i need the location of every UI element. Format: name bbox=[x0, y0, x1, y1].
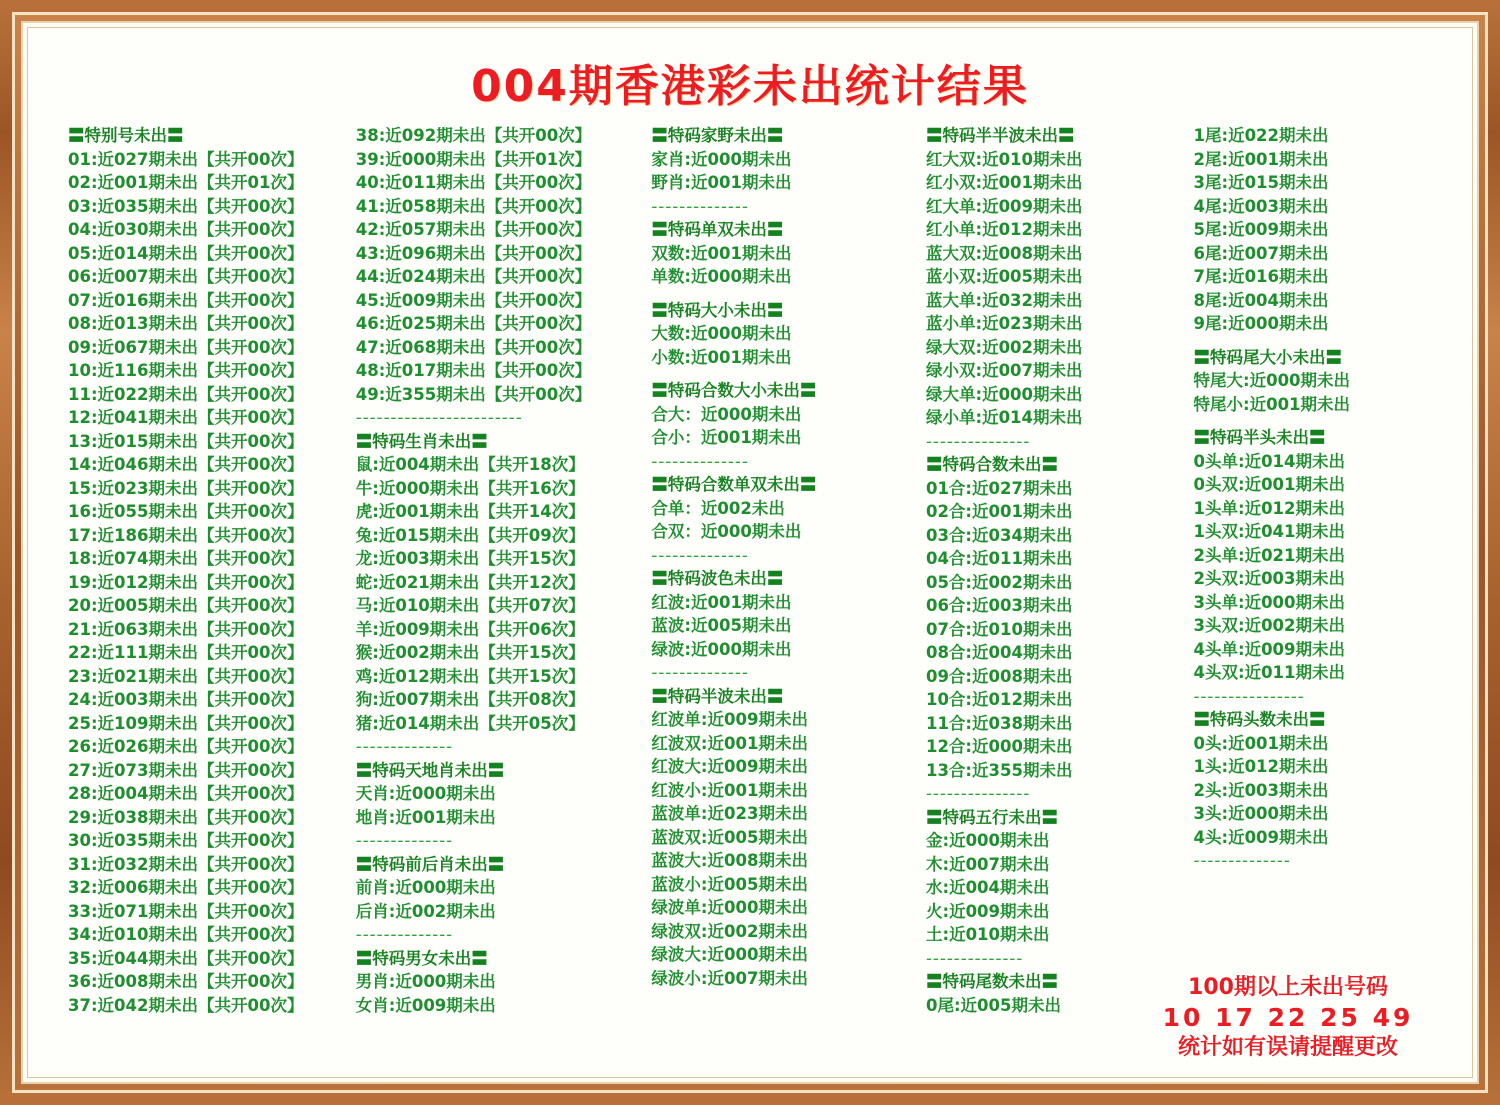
stat-line: 绿波:近000期未出 bbox=[651, 639, 792, 659]
stat-line: 07:近016期未出【共开00次】 bbox=[68, 290, 304, 310]
stat-line: 07合:近010期未出 bbox=[925, 619, 1073, 639]
stat-line: 26:近026期未出【共开00次】 bbox=[68, 737, 304, 756]
stat-line: 28:近004期未出【共开00次】 bbox=[68, 784, 304, 803]
stat-line: 0尾:近005期未出 bbox=[925, 995, 1061, 1015]
section-heading: 〓特码家野未出〓 bbox=[651, 126, 784, 145]
stat-line: 蓝大双:近008期未出 bbox=[925, 243, 1083, 263]
stat-line: 女肖:近009期未出 bbox=[355, 995, 496, 1015]
stat-line: 特尾小:近001期未出 bbox=[1193, 394, 1351, 414]
stat-line: 蓝小单:近023期未出 bbox=[925, 314, 1083, 333]
section-heading: 〓特码单双未出〓 bbox=[651, 220, 784, 239]
stat-line: 木:近007期未出 bbox=[925, 854, 1050, 874]
stat-line: 绿波双:近002期未出 bbox=[651, 921, 808, 941]
stat-line: 蓝波双:近005期未出 bbox=[651, 827, 808, 847]
stat-line: 08:近013期未出【共开00次】 bbox=[68, 314, 304, 333]
stat-line: 23:近021期未出【共开00次】 bbox=[68, 666, 304, 686]
stat-line: 12合:近000期未出 bbox=[925, 737, 1073, 756]
stat-line: 红小双:近001期未出 bbox=[925, 173, 1083, 192]
stat-line: 20:近005期未出【共开00次】 bbox=[68, 596, 304, 615]
stat-line: 虎:近001期未出【共开14次】 bbox=[355, 502, 585, 521]
stat-line: 绿波大:近000期未出 bbox=[651, 945, 808, 964]
section-heading: 〓特码前后肖未出〓 bbox=[355, 854, 505, 874]
stat-line: 22:近111期未出【共开00次】 bbox=[68, 643, 304, 662]
stat-line: 03:近035期未出【共开00次】 bbox=[68, 196, 304, 216]
stat-line: 4头单:近009期未出 bbox=[1193, 639, 1346, 659]
stat-line: 地肖:近001期未出 bbox=[355, 807, 496, 827]
stat-line: 后肖:近002期未出 bbox=[355, 901, 496, 921]
stat-line: 8尾:近004期未出 bbox=[1193, 290, 1329, 310]
stat-line: 绿小双:近007期未出 bbox=[925, 361, 1083, 380]
stat-line: 05合:近002期未出 bbox=[925, 572, 1073, 592]
stat-line: 天肖:近000期未出 bbox=[355, 784, 496, 803]
stat-line: 49:近355期未出【共开00次】 bbox=[355, 384, 592, 404]
stat-line: 3头双:近002期未出 bbox=[1193, 616, 1346, 635]
stat-line: 鸡:近012期未出【共开15次】 bbox=[355, 666, 585, 686]
stat-line: 0头单:近014期未出 bbox=[1193, 451, 1346, 471]
footer-missing-numbers: 10 17 22 25 49 bbox=[1162, 1003, 1414, 1032]
divider: -------------- bbox=[1193, 851, 1291, 870]
stat-line: 39:近000期未出【共开01次】 bbox=[355, 149, 592, 169]
divider: -------------- bbox=[651, 451, 749, 471]
stat-line: 合双：近000期未出 bbox=[651, 522, 802, 541]
section-heading: 〓特码尾数未出〓 bbox=[925, 972, 1058, 991]
stat-line: 1头:近012期未出 bbox=[1193, 757, 1329, 776]
section-heading: 〓特码生肖未出〓 bbox=[355, 431, 488, 451]
stat-line: 绿大单:近000期未出 bbox=[925, 384, 1083, 404]
stat-line: 野肖:近001期未出 bbox=[651, 173, 792, 192]
stat-line: 蛇:近021期未出【共开12次】 bbox=[355, 572, 585, 592]
stat-line: 48:近017期未出【共开00次】 bbox=[355, 361, 592, 380]
stat-line: 06:近007期未出【共开00次】 bbox=[68, 267, 304, 286]
stat-line: 13合:近355期未出 bbox=[925, 760, 1073, 780]
stat-line: 7尾:近016期未出 bbox=[1193, 267, 1329, 286]
stat-line: 02:近001期未出【共开01次】 bbox=[68, 173, 304, 192]
stat-line: 18:近074期未出【共开00次】 bbox=[68, 549, 304, 568]
section-heading: 〓特码波色未出〓 bbox=[651, 569, 784, 588]
divider: ------------------------ bbox=[355, 408, 523, 427]
stat-line: 1头双:近041期未出 bbox=[1193, 522, 1346, 541]
stat-line: 特尾大:近000期未出 bbox=[1193, 371, 1351, 390]
stat-line: 45:近009期未出【共开00次】 bbox=[355, 290, 592, 310]
footer-line-1: 100期以上未出号码 bbox=[1188, 975, 1388, 1000]
stat-line: 06合:近003期未出 bbox=[925, 596, 1073, 615]
stat-line: 34:近010期未出【共开00次】 bbox=[68, 925, 304, 944]
stat-line: 33:近071期未出【共开00次】 bbox=[68, 901, 304, 921]
stat-line: 15:近023期未出【共开00次】 bbox=[68, 478, 304, 498]
stat-line: 1尾:近022期未出 bbox=[1193, 126, 1329, 145]
stat-line: 男肖:近000期未出 bbox=[355, 972, 496, 991]
stat-line: 火:近009期未出 bbox=[925, 901, 1050, 921]
stat-line: 1头单:近012期未出 bbox=[1193, 498, 1346, 518]
stat-line: 25:近109期未出【共开00次】 bbox=[68, 713, 304, 733]
stat-line: 绿波单:近000期未出 bbox=[651, 898, 808, 917]
spacer bbox=[651, 369, 920, 379]
stat-line: 5尾:近009期未出 bbox=[1193, 220, 1329, 239]
stat-line: 龙:近003期未出【共开15次】 bbox=[355, 549, 585, 568]
stat-line: 土:近010期未出 bbox=[925, 925, 1050, 944]
stat-line: 马:近010期未出【共开07次】 bbox=[355, 596, 585, 615]
stat-line: 9尾:近000期未出 bbox=[1193, 314, 1329, 333]
stat-line: 27:近073期未出【共开00次】 bbox=[68, 760, 304, 780]
stat-line: 32:近006期未出【共开00次】 bbox=[68, 878, 304, 897]
stat-line: 24:近003期未出【共开00次】 bbox=[68, 690, 304, 709]
stat-line: 3尾:近015期未出 bbox=[1193, 173, 1329, 192]
stat-line: 红波:近001期未出 bbox=[651, 592, 792, 612]
section-heading: 〓特码天地肖未出〓 bbox=[355, 760, 505, 780]
stat-line: 0头:近001期未出 bbox=[1193, 733, 1329, 753]
stat-line: 40:近011期未出【共开00次】 bbox=[355, 173, 592, 192]
stat-line: 46:近025期未出【共开00次】 bbox=[355, 314, 592, 333]
section-heading: 〓特码五行未出〓 bbox=[925, 807, 1058, 827]
stat-line: 30:近035期未出【共开00次】 bbox=[68, 831, 304, 850]
stat-line: 红大双:近010期未出 bbox=[925, 149, 1083, 169]
stat-line: 蓝波单:近023期未出 bbox=[651, 804, 808, 823]
stat-line: 11:近022期未出【共开00次】 bbox=[68, 384, 304, 404]
stat-line: 04:近030期未出【共开00次】 bbox=[68, 220, 304, 239]
frame-inner bbox=[21, 21, 1479, 1084]
stat-line: 鼠:近004期未出【共开18次】 bbox=[355, 455, 585, 474]
stat-line: 3头:近000期未出 bbox=[1193, 804, 1329, 823]
divider: -------------- bbox=[651, 196, 749, 216]
stat-line: 05:近014期未出【共开00次】 bbox=[68, 243, 304, 263]
stat-line: 蓝波:近005期未出 bbox=[651, 616, 792, 635]
divider: --------------- bbox=[925, 431, 1031, 451]
frame-outer bbox=[12, 12, 1488, 1093]
stat-line: 2头双:近003期未出 bbox=[1193, 569, 1346, 588]
spacer bbox=[651, 289, 920, 299]
column-special-numbers bbox=[46, 124, 356, 1017]
divider: -------------- bbox=[355, 831, 454, 850]
divider: --------------- bbox=[925, 784, 1031, 803]
stats-columns bbox=[28, 124, 1472, 1017]
stat-line: 2头单:近021期未出 bbox=[1193, 545, 1346, 565]
section-heading: 〓特码头数未出〓 bbox=[1193, 710, 1326, 729]
stat-line: 红小单:近012期未出 bbox=[925, 220, 1083, 239]
stat-line: 红波小:近001期未出 bbox=[651, 780, 808, 800]
stat-line: 4头:近009期未出 bbox=[1193, 827, 1329, 847]
stat-line: 合单：近002未出 bbox=[651, 498, 785, 518]
section-heading: 〓特码合数大小未出〓 bbox=[651, 381, 817, 400]
divider: -------------- bbox=[651, 663, 749, 682]
stat-line: 羊:近009期未出【共开06次】 bbox=[355, 619, 585, 639]
stat-line: 6尾:近007期未出 bbox=[1193, 243, 1329, 263]
section-heading: 〓特码合数单双未出〓 bbox=[651, 475, 817, 494]
stat-line: 10合:近012期未出 bbox=[925, 690, 1073, 709]
stat-line: 10:近116期未出【共开00次】 bbox=[68, 361, 304, 380]
stat-line: 水:近004期未出 bbox=[925, 878, 1050, 897]
stat-line: 43:近096期未出【共开00次】 bbox=[355, 243, 592, 263]
stat-line: 蓝大单:近032期未出 bbox=[925, 290, 1083, 310]
stat-line: 双数:近001期未出 bbox=[651, 243, 792, 263]
stat-line: 家肖:近000期未出 bbox=[651, 149, 792, 169]
stat-line: 大数:近000期未出 bbox=[651, 324, 792, 343]
stat-line: 4头双:近011期未出 bbox=[1193, 663, 1346, 682]
stat-line: 14:近046期未出【共开00次】 bbox=[68, 455, 304, 474]
stat-line: 41:近058期未出【共开00次】 bbox=[355, 196, 592, 216]
divider: -------------- bbox=[925, 948, 1024, 968]
stat-line: 37:近042期未出【共开00次】 bbox=[68, 995, 304, 1015]
stat-line: 29:近038期未出【共开00次】 bbox=[68, 807, 304, 827]
stat-line: 2尾:近001期未出 bbox=[1193, 149, 1329, 169]
stat-line: 42:近057期未出【共开00次】 bbox=[355, 220, 592, 239]
section-heading: 〓特码大小未出〓 bbox=[651, 300, 784, 320]
stat-line: 红波单:近009期未出 bbox=[651, 710, 808, 729]
stat-line: 36:近008期未出【共开00次】 bbox=[68, 972, 304, 991]
stat-line: 蓝波小:近005期未出 bbox=[651, 874, 808, 894]
section-heading: 〓特别号未出〓 bbox=[68, 126, 184, 145]
section-heading: 〓特码半半波未出〓 bbox=[925, 126, 1075, 145]
stat-line: 17:近186期未出【共开00次】 bbox=[68, 525, 304, 545]
stat-line: 3头单:近000期未出 bbox=[1193, 592, 1346, 612]
stat-line: 蓝小双:近005期未出 bbox=[925, 267, 1083, 286]
stat-line: 44:近024期未出【共开00次】 bbox=[355, 267, 592, 286]
stat-line: 13:近015期未出【共开00次】 bbox=[68, 431, 304, 451]
column-half-wave-sum bbox=[926, 124, 1194, 1017]
stat-line: 09合:近008期未出 bbox=[925, 666, 1073, 686]
stat-line: 蓝波大:近008期未出 bbox=[651, 851, 808, 870]
stat-line: 03合:近034期未出 bbox=[925, 525, 1073, 545]
stat-line: 11合:近038期未出 bbox=[925, 713, 1073, 733]
spacer bbox=[1193, 336, 1447, 346]
divider: -------------- bbox=[355, 737, 454, 756]
stat-line: 狗:近007期未出【共开08次】 bbox=[355, 690, 585, 709]
stat-line: 21:近063期未出【共开00次】 bbox=[68, 619, 304, 639]
stat-line: 4尾:近003期未出 bbox=[1193, 196, 1329, 216]
stat-line: 2头:近003期未出 bbox=[1193, 780, 1329, 800]
stat-line: 16:近055期未出【共开00次】 bbox=[68, 502, 304, 521]
stat-line: 前肖:近000期未出 bbox=[355, 878, 496, 897]
stat-line: 红波大:近009期未出 bbox=[651, 757, 808, 776]
column-special-numbers-2 bbox=[356, 124, 652, 1017]
section-heading: 〓特码半头未出〓 bbox=[1193, 428, 1326, 447]
stat-line: 35:近044期未出【共开00次】 bbox=[68, 948, 304, 968]
section-heading: 〓特码合数未出〓 bbox=[925, 455, 1058, 474]
stat-line: 小数:近001期未出 bbox=[651, 347, 792, 367]
stat-line: 02合:近001期未出 bbox=[925, 502, 1073, 521]
stat-line: 01合:近027期未出 bbox=[925, 478, 1073, 498]
stat-line: 金:近000期未出 bbox=[925, 831, 1050, 850]
spacer bbox=[1193, 416, 1447, 426]
divider: ---------------- bbox=[1193, 686, 1305, 706]
stat-line: 红大单:近009期未出 bbox=[925, 196, 1083, 216]
stat-line: 47:近068期未出【共开00次】 bbox=[355, 337, 592, 357]
footer-line-3: 统计如有误请提醒更改 bbox=[1177, 1035, 1398, 1060]
footer-note bbox=[1138, 973, 1438, 1063]
stat-line: 19:近012期未出【共开00次】 bbox=[68, 572, 304, 592]
stat-line: 红波双:近001期未出 bbox=[651, 733, 808, 753]
stat-line: 31:近032期未出【共开00次】 bbox=[68, 854, 304, 874]
stat-line: 绿小单:近014期未出 bbox=[925, 408, 1083, 427]
content-sheet bbox=[27, 27, 1473, 1078]
stat-line: 单数:近000期未出 bbox=[651, 267, 792, 286]
stat-line: 合大：近000期未出 bbox=[651, 404, 802, 424]
stat-line: 12:近041期未出【共开00次】 bbox=[68, 408, 304, 427]
stat-line: 04合:近011期未出 bbox=[925, 549, 1073, 568]
stat-line: 猴:近002期未出【共开15次】 bbox=[355, 643, 585, 662]
stat-line: 牛:近000期未出【共开16次】 bbox=[355, 478, 585, 498]
column-attributes bbox=[651, 124, 926, 1017]
stat-line: 绿大双:近002期未出 bbox=[925, 337, 1083, 357]
section-heading: 〓特码尾大小未出〓 bbox=[1193, 347, 1342, 367]
section-heading: 〓特码男女未出〓 bbox=[355, 948, 488, 968]
divider: -------------- bbox=[651, 545, 749, 565]
page-title: 004期香港彩未出统计结果 bbox=[471, 61, 1029, 112]
section-heading: 〓特码半波未出〓 bbox=[651, 686, 784, 706]
stat-line: 兔:近015期未出【共开09次】 bbox=[355, 525, 585, 545]
stat-line: 猪:近014期未出【共开05次】 bbox=[355, 713, 585, 733]
divider: -------------- bbox=[355, 925, 454, 944]
stat-line: 绿波小:近007期未出 bbox=[651, 968, 808, 988]
stat-line: 38:近092期未出【共开00次】 bbox=[355, 126, 592, 145]
stat-line: 合小：近001期未出 bbox=[651, 428, 802, 447]
stat-line: 09:近067期未出【共开00次】 bbox=[68, 337, 304, 357]
stat-line: 0头双:近001期未出 bbox=[1193, 475, 1346, 494]
stat-line: 08合:近004期未出 bbox=[925, 643, 1073, 662]
stat-line: 01:近027期未出【共开00次】 bbox=[68, 149, 304, 169]
column-tails-heads bbox=[1193, 124, 1453, 1017]
